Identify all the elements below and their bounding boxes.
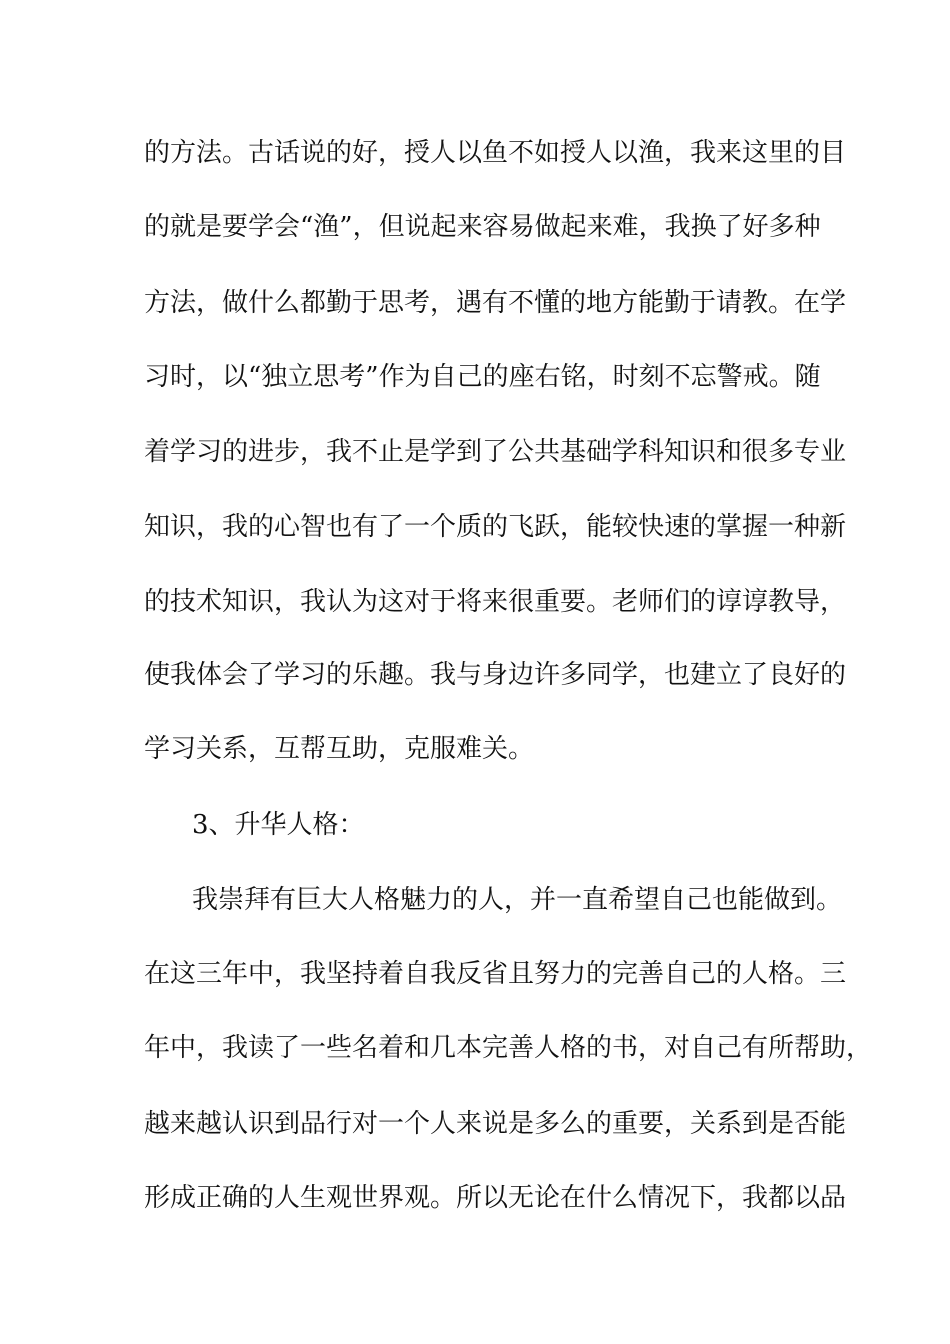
text-line-13: 年中，我读了一些名着和几本完善人格的书，对自己有所帮助，: [144, 1033, 873, 1063]
text-line-2: 的就是要学会“渔”，但说起来容易做起来难，我换了好多种: [144, 212, 821, 242]
text-line-11: 我崇拜有巨大人格魅力的人，并一直希望自己也能做到。: [192, 885, 843, 915]
text-line-1: 的方法。古话说的好，授人以鱼不如授人以渔，我来这里的目: [144, 138, 847, 168]
section-heading: 3、升华人格：: [192, 810, 365, 840]
text-line-15: 形成正确的人生观世界观。所以无论在什么情况下，我都以品: [144, 1183, 847, 1213]
text-line-12: 在这三年中，我坚持着自我反省且努力的完善自己的人格。三: [144, 959, 847, 989]
text-line-7: 的技术知识，我认为这对于将来很重要。老师们的谆谆教导，: [144, 587, 847, 617]
text-line-3: 方法，做什么都勤于思考，遇有不懂的地方能勤于请教。在学: [144, 288, 847, 318]
text-line-5: 着学习的进步，我不止是学到了公共基础学科知识和很多专业: [144, 437, 847, 467]
text-line-14: 越来越认识到品行对一个人来说是多么的重要，关系到是否能: [144, 1109, 847, 1139]
text-line-6: 知识，我的心智也有了一个质的飞跃，能较快速的掌握一种新: [144, 512, 847, 542]
text-line-4: 习时，以“独立思考”作为自己的座右铭，时刻不忘警戒。随: [144, 362, 821, 392]
text-line-9: 学习关系，互帮互助，克服难关。: [144, 734, 535, 764]
text-line-8: 使我体会了学习的乐趣。我与身边许多同学，也建立了良好的: [144, 660, 847, 690]
